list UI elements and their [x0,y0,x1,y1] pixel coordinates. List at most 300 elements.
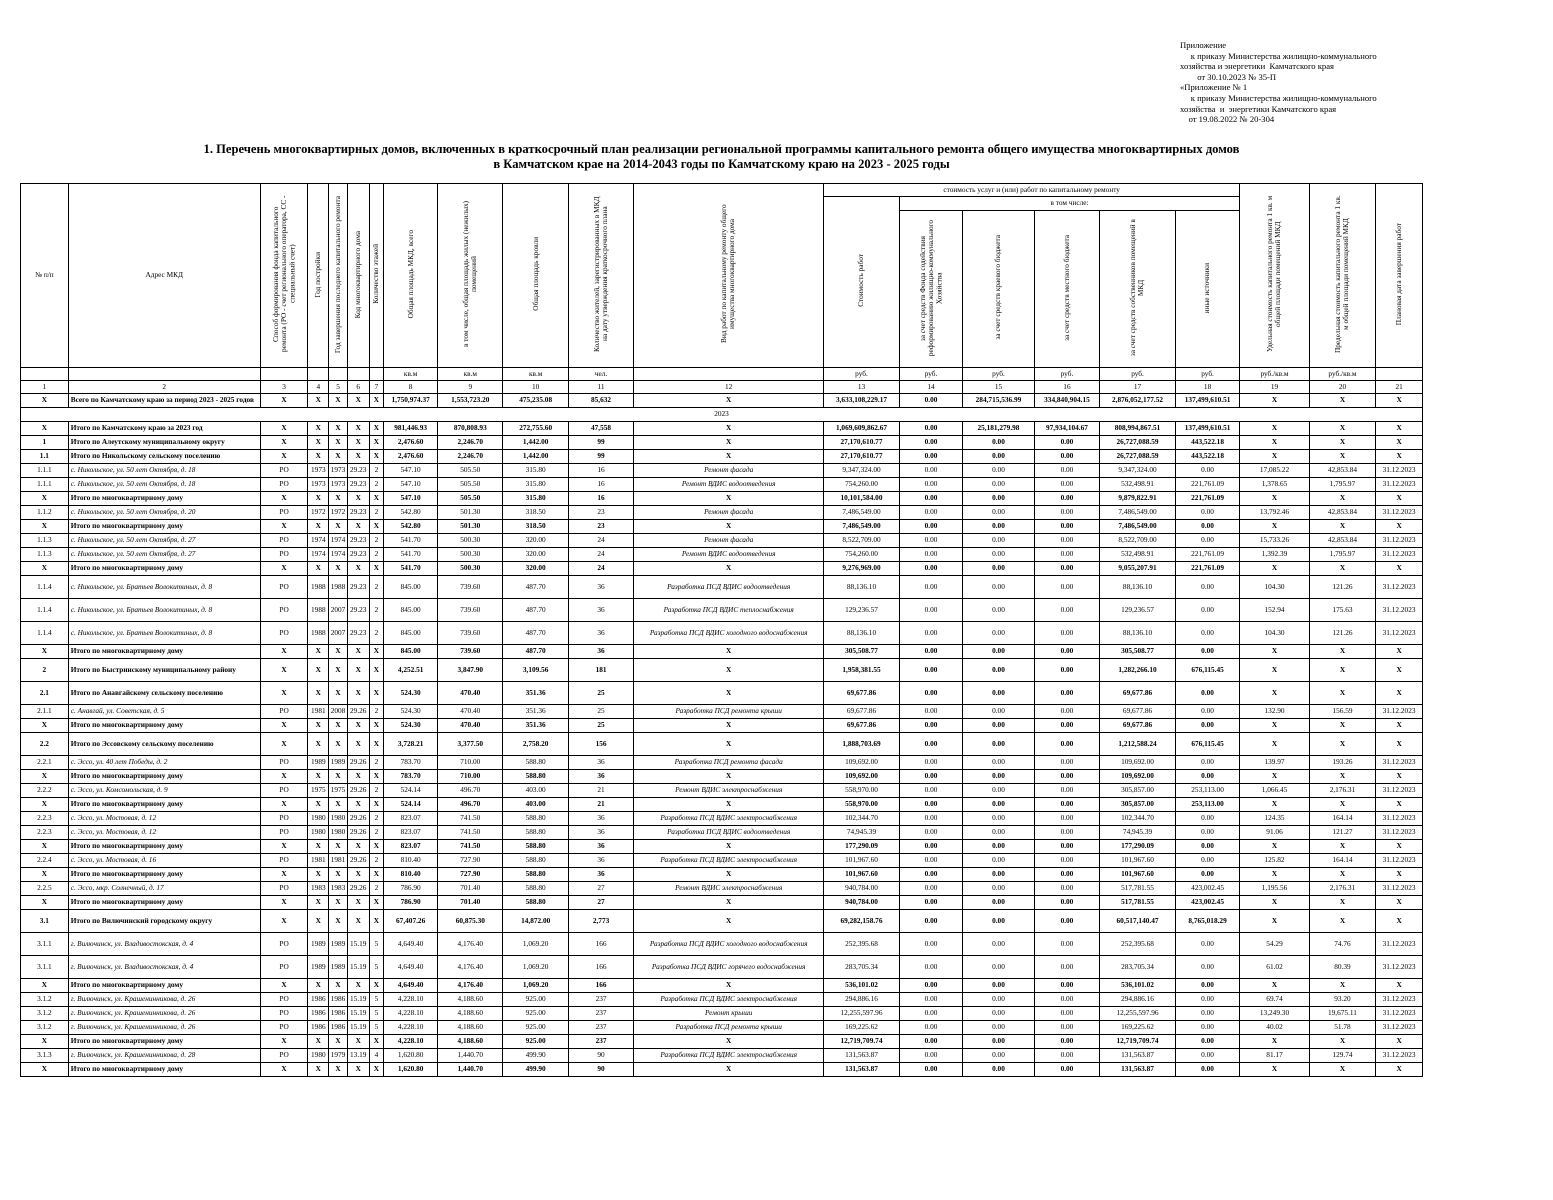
column-number-cell: 20 [1309,381,1375,394]
table-cell: 0.00 [1034,840,1099,854]
table-cell: 51.78 [1309,1021,1375,1035]
address-cell: с. Никольское, ул. 50 лет Октября, д. 18 [68,464,260,478]
table-cell: 31.12.2023 [1376,576,1423,599]
table-cell: 15.19 [347,1007,369,1021]
table-cell: 1,069,609,862.67 [824,422,900,436]
total-row [21,659,1423,682]
table-cell: X [21,422,69,436]
table-cell: 1974 [308,548,329,562]
column-number-cell: 15 [963,381,1035,394]
table-cell: 12,255,597.96 [1100,1007,1176,1021]
table-cell: 60,517,140.47 [1100,910,1176,933]
table-cell: 845.00 [384,599,438,622]
table-cell: X [1309,492,1375,506]
table-row [21,464,1423,478]
address-cell: с. Никольское, ул. Братьев Волокитиных, д. 8 [68,622,260,645]
work-type-cell: X [634,868,824,882]
col-header-last-repair-year: Год завершения последнего капитального ремонта [329,184,348,368]
table-cell: X [308,492,329,506]
table-row [21,882,1423,896]
table-cell: 0.00 [1034,756,1099,770]
table-cell: 305,857.00 [1100,784,1176,798]
table-cell: 925.00 [503,1035,568,1049]
table-cell: РО [260,756,308,770]
column-number-cell: 14 [899,381,962,394]
table-cell: 2,176.31 [1309,784,1375,798]
work-type-cell: Ремонт крыши [634,1007,824,1021]
table-cell: 1.1.1 [21,478,69,492]
table-cell: РО [260,548,308,562]
table-cell: 294,886.16 [1100,993,1176,1007]
column-number-cell: 16 [1034,381,1099,394]
table-cell: 15,733.26 [1240,534,1310,548]
table-cell: 2,773 [568,910,633,933]
table-cell: 443,522.18 [1175,450,1239,464]
table-cell: X [347,868,369,882]
table-row [21,599,1423,622]
table-cell: РО [260,1049,308,1063]
table-cell: 501.30 [438,506,503,520]
table-cell: 253,113.00 [1175,784,1239,798]
total-row [21,840,1423,854]
table-cell: 0.00 [963,659,1035,682]
table-cell: X [1309,520,1375,534]
table-cell: 2.2.5 [21,882,69,896]
work-type-cell: X [634,562,824,576]
table-cell: X [260,562,308,576]
table-cell: 2.2.3 [21,812,69,826]
col-header-cost-group: стоимость услуг и (или) работ по капитальному ремонту [824,184,1240,197]
table-cell: X [308,422,329,436]
table-cell: 31.12.2023 [1376,548,1423,562]
table-cell: 7,486,549.00 [824,520,900,534]
table-cell: 74,945.39 [1100,826,1176,840]
table-cell: 0.00 [1034,798,1099,812]
table-cell: 2 [369,784,384,798]
table-cell: 54.29 [1240,933,1310,956]
table-cell: 0.00 [1175,464,1239,478]
table-cell: X [1240,1035,1310,1049]
table-cell: 31.12.2023 [1376,599,1423,622]
table-cell: 1972 [308,506,329,520]
table-cell: 2 [369,506,384,520]
table-cell: 25 [568,682,633,705]
table-cell: X [347,1035,369,1049]
col-header-floors: Количество этажей [369,184,384,368]
table-cell: 0.00 [963,599,1035,622]
table-cell: 1,958,381.55 [824,659,900,682]
table-cell: 3.1.1 [21,933,69,956]
table-cell: 131,563.87 [824,1049,900,1063]
table-cell: 0.00 [963,450,1035,464]
table-cell: 2.2.3 [21,826,69,840]
table-cell: 500.30 [438,534,503,548]
table-cell: 1986 [329,993,348,1007]
table-cell: 588.80 [503,896,568,910]
table-cell: 221,761.09 [1175,548,1239,562]
table-cell: 0.00 [963,1021,1035,1035]
table-cell: X [347,450,369,464]
table-cell: 2,176.31 [1309,882,1375,896]
table-cell: X [329,868,348,882]
table-row [21,534,1423,548]
table-cell: 810.40 [384,854,438,868]
table-cell: 0.00 [1175,868,1239,882]
table-cell: X [1309,645,1375,659]
total-row [21,896,1423,910]
table-cell: 10,101,584.00 [824,492,900,506]
table-cell: X [369,979,384,993]
table-cell: X [1376,868,1423,882]
table-cell: 2.2 [21,733,69,756]
table-cell: 0.00 [1034,1035,1099,1049]
total-row [21,798,1423,812]
table-cell: 26,727,088.59 [1100,450,1176,464]
table-cell: 283,705.34 [1100,956,1176,979]
table-cell: 2,246.70 [438,450,503,464]
table-cell: 0.00 [963,840,1035,854]
table-cell: 727.90 [438,854,503,868]
table-cell: X [369,659,384,682]
table-cell: 4,188.60 [438,993,503,1007]
table-cell: 156 [568,733,633,756]
appendix-line: «Приложение № 1 [1180,82,1248,93]
table-cell: РО [260,576,308,599]
total-row [21,719,1423,733]
total-row [21,1063,1423,1077]
table-cell: 36 [568,840,633,854]
table-cell: 524.30 [384,682,438,705]
table-cell: 31.12.2023 [1376,812,1423,826]
table-cell: X [21,979,69,993]
table-cell: X [1376,733,1423,756]
table-cell: 547.10 [384,464,438,478]
table-cell: 31.12.2023 [1376,622,1423,645]
table-cell: 4,176.40 [438,933,503,956]
table-row [21,826,1423,840]
table-cell: X [1240,450,1310,464]
table-cell: 1,795.97 [1309,548,1375,562]
total-row [21,422,1423,436]
table-cell: 2 [369,882,384,896]
work-type-cell: Разработка ПСД ВДИС холодного водоснабжения [634,933,824,956]
table-cell: 129.74 [1309,1049,1375,1063]
table-cell: 221,761.09 [1175,562,1239,576]
table-cell: 0.00 [1175,576,1239,599]
table-cell: 588.80 [503,854,568,868]
table-cell: 2 [369,705,384,719]
table-cell: 1989 [329,933,348,956]
table-cell: 0.00 [963,1007,1035,1021]
table-cell: 403.00 [503,798,568,812]
table-cell: 754,260.00 [824,548,900,562]
table-cell: 1.1.2 [21,506,69,520]
table-cell: X [329,450,348,464]
table-cell: 541.70 [384,534,438,548]
table-cell: X [347,659,369,682]
work-type-cell: Ремонт фасада [634,506,824,520]
table-cell: 1980 [308,812,329,826]
table-cell: X [308,733,329,756]
table-cell: X [1240,436,1310,450]
table-cell: 12,255,597.96 [824,1007,900,1021]
table-cell: X [21,719,69,733]
table-cell: X [369,492,384,506]
table-cell: 24 [568,562,633,576]
address-cell: г. Вилючинск, ул. Владивостокская, д. 4 [68,933,260,956]
table-cell: 1,440.70 [438,1063,503,1077]
table-cell: 31.12.2023 [1376,506,1423,520]
table-cell: 0.00 [1034,826,1099,840]
col-header-regional-budget: за счет средств краевого бюджета [963,210,1035,367]
table-cell: 1989 [308,956,329,979]
table-cell: 109,692.00 [824,770,900,784]
col-header-local-budget: за счет средств местного бюджета [1034,210,1099,367]
total-row [21,910,1423,933]
table-cell: X [369,450,384,464]
table-cell: 676,115.45 [1175,659,1239,682]
total-row [21,492,1423,506]
table-cell: РО [260,599,308,622]
table-cell: 0.00 [963,506,1035,520]
table-cell: X [260,868,308,882]
table-cell: X [308,1035,329,1049]
table-cell: 29.26 [347,854,369,868]
column-number-cell: 3 [260,381,308,394]
address-cell: с. Никольское, ул. 50 лет Октября, д. 27 [68,548,260,562]
table-cell: 496.70 [438,798,503,812]
table-cell: 253,113.00 [1175,798,1239,812]
table-cell: 2.1 [21,682,69,705]
table-cell: 470.40 [438,719,503,733]
address-cell: Итого по многоквартирному дому [68,896,260,910]
table-cell: X [260,436,308,450]
table-cell: 0.00 [899,422,962,436]
table-cell: 252,395.68 [824,933,900,956]
table-cell: 981,446.93 [384,422,438,436]
table-cell: X [260,682,308,705]
table-cell: 36 [568,826,633,840]
table-cell: X [1309,719,1375,733]
table-cell: 0.00 [899,659,962,682]
table-cell: X [347,896,369,910]
year-section-label: 2023 [21,408,1423,422]
table-cell: X [1240,394,1310,408]
table-cell: 1.1.4 [21,599,69,622]
column-number-cell: 21 [1376,381,1423,394]
col-header-roof-area: Общая площадь кровли [503,184,568,368]
table-cell: X [329,1035,348,1049]
unit-cell [634,368,824,381]
table-cell: РО [260,854,308,868]
total-row [21,645,1423,659]
total-row [21,868,1423,882]
table-cell: 109,692.00 [1100,770,1176,784]
table-cell: 31.12.2023 [1376,534,1423,548]
table-cell: 0.00 [899,840,962,854]
table-cell: 0.00 [1034,933,1099,956]
table-cell: X [1376,719,1423,733]
work-type-cell: X [634,394,824,408]
table-cell: 0.00 [1175,770,1239,784]
table-cell: 1983 [308,882,329,896]
table-cell: X [1240,770,1310,784]
table-cell: 940,784.00 [824,896,900,910]
table-cell: 137,499,610.51 [1175,422,1239,436]
table-cell: 0.00 [1034,1007,1099,1021]
column-number-cell: 17 [1100,381,1176,394]
table-cell: X [21,562,69,576]
table-cell: 177,290.09 [824,840,900,854]
address-cell: с. Анавгай, ул. Советская, д. 5 [68,705,260,719]
table-cell: 31.12.2023 [1376,464,1423,478]
table-cell: 1989 [308,756,329,770]
column-number-cell: 2 [68,381,260,394]
col-header-owners: за счет средств собственников помещений в МКД [1100,210,1176,367]
address-cell: г. Вилючинск, ул. Крашенинникова, д. 26 [68,1021,260,1035]
unit-cell [308,368,329,381]
table-row [21,1021,1423,1035]
table-cell: 0.00 [899,548,962,562]
table-cell: 2.2.4 [21,854,69,868]
table-cell: X [1240,492,1310,506]
table-cell: X [369,910,384,933]
table-cell: 13.19 [347,1049,369,1063]
table-cell: 0.00 [899,770,962,784]
table-cell: X [21,1035,69,1049]
table-cell: 0.00 [1175,756,1239,770]
table-cell: 845.00 [384,645,438,659]
table-cell: 1,282,266.10 [1100,659,1176,682]
work-type-cell: Ремонт ВДИС водоотведения [634,548,824,562]
table-cell: 0.00 [963,826,1035,840]
table-cell: 925.00 [503,993,568,1007]
table-cell: 0.00 [1175,682,1239,705]
address-cell: с. Эссо, мкр. Солнечный, д. 17 [68,882,260,896]
unit-cell: кв.м [503,368,568,381]
unit-cell: кв.м [384,368,438,381]
table-cell: X [329,979,348,993]
table-cell: 4,252.51 [384,659,438,682]
table-cell: 524.14 [384,798,438,812]
table-cell: X [329,840,348,854]
table-cell: 0.00 [1175,622,1239,645]
table-cell: X [1376,798,1423,812]
table-cell: 701.40 [438,896,503,910]
table-cell: 0.00 [1034,436,1099,450]
table-cell: 42,853.84 [1309,464,1375,478]
table-cell: 500.30 [438,562,503,576]
table-cell: 0.00 [963,979,1035,993]
table-cell: 741.50 [438,840,503,854]
table-cell: X [1376,422,1423,436]
table-cell: 1,795.97 [1309,478,1375,492]
table-row [21,956,1423,979]
table-cell: 4,649.40 [384,956,438,979]
work-type-cell: Разработка ПСД ВДИС электроснабжения [634,993,824,1007]
table-cell: 925.00 [503,1007,568,1021]
table-cell: 1989 [329,956,348,979]
table-cell: 23 [568,520,633,534]
table-cell: 1979 [329,1049,348,1063]
table-cell: X [21,896,69,910]
table-cell: 0.00 [1034,910,1099,933]
table-cell: 2,876,052,177.52 [1100,394,1176,408]
table-cell: 31.12.2023 [1376,882,1423,896]
table-cell: 2,246.70 [438,436,503,450]
table-cell: 0.00 [1034,464,1099,478]
table-cell: 31.12.2023 [1376,478,1423,492]
units-row [21,368,1423,381]
table-cell: 4,188.60 [438,1035,503,1049]
table-cell: 9,879,822.91 [1100,492,1176,506]
work-type-cell: X [634,1063,824,1077]
table-cell: 2 [369,756,384,770]
table-cell: 15.19 [347,993,369,1007]
address-cell: Итого по Анавгайскому сельскому поселению [68,682,260,705]
table-cell: 31.12.2023 [1376,1049,1423,1063]
column-number-cell: 4 [308,381,329,394]
unit-cell [369,368,384,381]
table-cell: 25 [568,705,633,719]
table-cell: 125.82 [1240,854,1310,868]
table-cell: 19,675.11 [1309,1007,1375,1021]
work-type-cell: Разработка ПСД ВДИС водоотведения [634,576,824,599]
table-cell: 1986 [308,993,329,1007]
table-cell: 2008 [329,705,348,719]
table-cell: 524.30 [384,719,438,733]
table-cell: 0.00 [963,798,1035,812]
table-cell: X [1240,896,1310,910]
table-cell: 1,620.80 [384,1049,438,1063]
table-cell: 1975 [329,784,348,798]
table-cell: 536,101.02 [1100,979,1176,993]
table-cell: 81.17 [1240,1049,1310,1063]
col-header-unit-cost: Удельная стоимость капитального ремонта 1 кв. м общей площади помещений МКД [1240,184,1310,368]
table-cell: X [347,733,369,756]
table-cell: 137,499,610.51 [1175,394,1239,408]
table-cell: X [1376,520,1423,534]
table-cell: 104.30 [1240,576,1310,599]
table-cell: 547.10 [384,492,438,506]
table-cell: 2,476.60 [384,436,438,450]
table-cell: 101,967.60 [824,868,900,882]
table-cell: 109,692.00 [1100,756,1176,770]
unit-cell [329,368,348,381]
table-cell: 166 [568,979,633,993]
table-cell: 1.1.1 [21,464,69,478]
table-cell: 2 [21,659,69,682]
table-cell: 23 [568,506,633,520]
table-cell: 3,847.90 [438,659,503,682]
table-cell: 0.00 [899,492,962,506]
work-type-cell: X [634,450,824,464]
table-cell: 2007 [329,599,348,622]
total-row [21,1035,1423,1049]
table-cell: 272,755.60 [503,422,568,436]
total-row [21,450,1423,464]
table-cell: 99 [568,450,633,464]
table-cell: РО [260,933,308,956]
table-cell: X [1240,719,1310,733]
table-cell: 175.63 [1309,599,1375,622]
work-type-cell: X [634,733,824,756]
houses-table-wrap [20,183,1423,1077]
table-cell: 0.00 [1034,896,1099,910]
table-cell: 2 [369,599,384,622]
table-cell: 0.00 [899,798,962,812]
table-cell: 29.26 [347,812,369,826]
